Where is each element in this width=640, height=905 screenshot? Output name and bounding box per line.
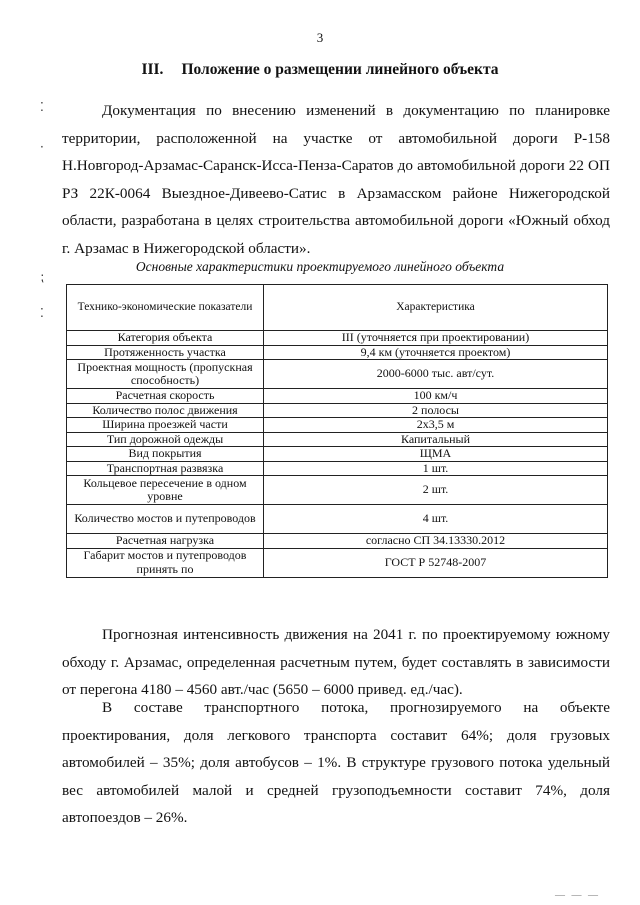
table-caption: Основные характеристики проектируемого линейного объекта <box>135 259 505 274</box>
row-label: Количество полос движения <box>67 403 264 418</box>
row-label: Расчетная скорость <box>67 389 264 404</box>
table-row <box>67 418 608 433</box>
margin-mark: · <box>40 140 44 154</box>
row-label: Габарит мостов и путепроводов принять по <box>67 548 264 577</box>
row-value: 2 полосы <box>264 403 608 418</box>
row-value: III (уточняется при проектировании) <box>264 331 608 346</box>
row-value: согласно СП 34.13330.2012 <box>264 534 608 549</box>
column-header-indicators: Технико-экономические показатели <box>67 285 264 331</box>
margin-mark: ⁏ <box>40 270 45 284</box>
composition-paragraph: В составе транспортного потока, прогнозируемого на объекте проектирования, доля легкового транспорта составит 64%; доля грузовых автомобилей – 35%; доля автобусов – 1%. В структуре грузового потока удельный вес автомобилей малой и средней грузоподъемности составит 74%, доля автопоездов – 26%. <box>62 699 610 826</box>
table-row <box>67 447 608 462</box>
row-value: 9,4 км (уточняется проектом) <box>264 345 608 360</box>
row-value: ГОСТ Р 52748-2007 <box>264 548 608 577</box>
table-row <box>67 432 608 447</box>
table-row <box>67 360 608 389</box>
specs-table <box>66 284 608 578</box>
table-row <box>67 548 608 577</box>
intensity-paragraph: Прогнозная интенсивность движения на 2041 г. по проектируемому южному обходу г. Арзамас, определенная расчетным путем, будет составлять в зависимости от перегона 4180 – 4560 авт./час (5650 – 6000 привед. ед./час). <box>62 626 610 698</box>
table-header-row <box>67 285 608 331</box>
table-row <box>67 331 608 346</box>
row-value: 2 шт. <box>264 476 608 505</box>
row-label: Тип дорожной одежды <box>67 432 264 447</box>
footer-scan-mark: — — — <box>555 890 600 901</box>
column-header-characteristic: Характеристика <box>264 285 608 331</box>
row-label: Ширина проезжей части <box>67 418 264 433</box>
row-label: Транспортная развязка <box>67 461 264 476</box>
row-value: Капитальный <box>264 432 608 447</box>
row-value: 4 шт. <box>264 505 608 534</box>
margin-mark: ⁚ <box>40 306 44 320</box>
table-row <box>67 461 608 476</box>
row-label: Проектная мощность (пропускная способность) <box>67 360 264 389</box>
section-number: III. <box>141 61 164 78</box>
intro-paragraph: Документация по внесению изменений в документацию по планировке территории, расположенной на участке от автомобильной дороги Р-158 Н.Новгород-Арзамас-Саранск-Исса-Пенза-Саратов до автомобильной дороги 22 ОП РЗ 22К-0064 Выездное-Дивеево-Сатис в Арзамасском районе Нижегородской области, разработана в целях строительства автомобильной дороги «Южный обход г. Арзамас в Нижегородской области». <box>62 102 610 257</box>
section-heading <box>0 61 640 79</box>
row-value: 1 шт. <box>264 461 608 476</box>
table-row <box>67 476 608 505</box>
row-value: 2000-6000 тыс. авт/сут. <box>264 360 608 389</box>
page-number: 3 <box>316 30 324 45</box>
row-value: 2х3,5 м <box>264 418 608 433</box>
section-title: Положение о размещении линейного объекта <box>181 61 499 78</box>
table-row <box>67 505 608 534</box>
row-value: 100 км/ч <box>264 389 608 404</box>
table-row <box>67 534 608 549</box>
table-row <box>67 345 608 360</box>
row-label: Кольцевое пересечение в одном уровне <box>67 476 264 505</box>
table-row <box>67 389 608 404</box>
margin-mark: ⁚ <box>40 100 44 114</box>
row-label: Количество мостов и путепроводов <box>67 505 264 534</box>
row-label: Протяженность участка <box>67 345 264 360</box>
table-row <box>67 403 608 418</box>
row-label: Вид покрытия <box>67 447 264 462</box>
row-value: ЩМА <box>264 447 608 462</box>
row-label: Категория объекта <box>67 331 264 346</box>
row-label: Расчетная нагрузка <box>67 534 264 549</box>
